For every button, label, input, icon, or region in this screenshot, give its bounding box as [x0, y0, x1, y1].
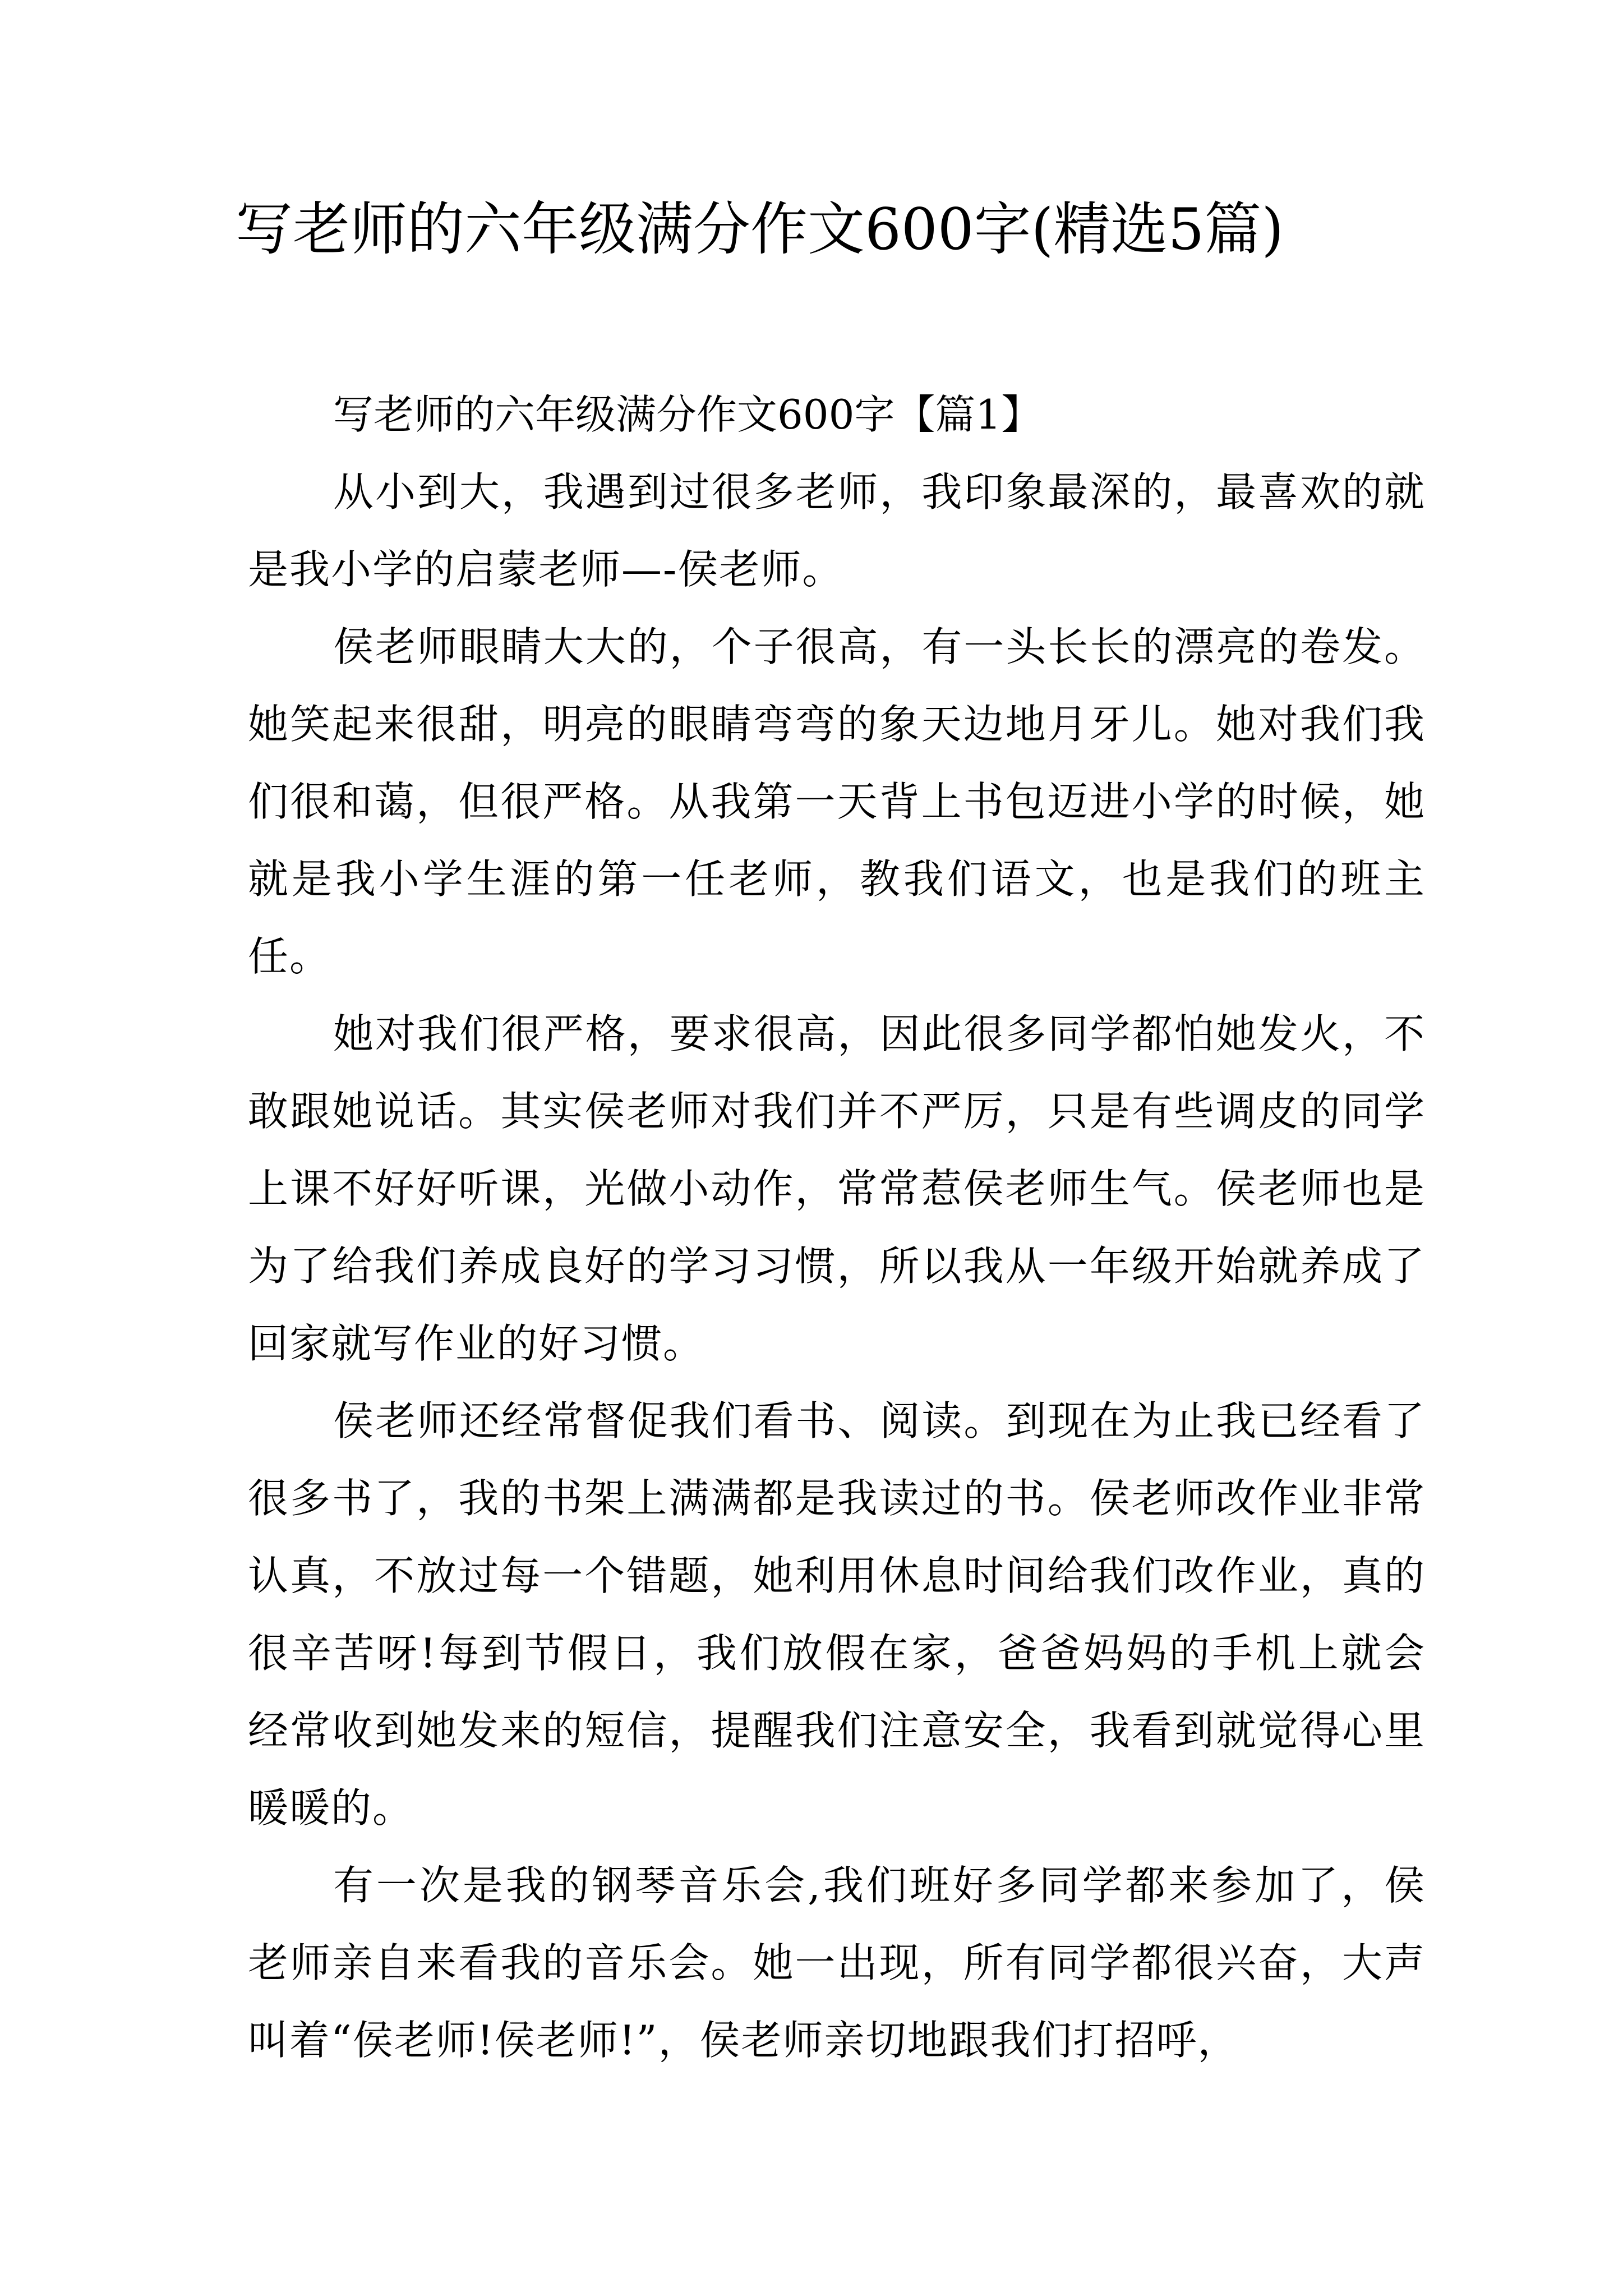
paragraph-1: 从小到大，我遇到过很多老师，我印象最深的，最喜欢的就是我小学的启蒙老师—-侯老师。 [248, 468, 1426, 593]
paragraph-4: 侯老师还经常督促我们看书、阅读。到现在为止我已经看了很多书了，我的书架上满满都是我读过的书。侯老师改作业非常认真，不放过每一个错题，她利用休息时间给我们改作业，真的很辛苦呀!每到节假日，我们放假在家，爸爸妈妈的手机上就会经常收到她发来的短信，提醒我们注意安全，我看到就觉得心里暖暖的。 [248, 1397, 1426, 1832]
document-body [248, 376, 1426, 2079]
section-heading: 写老师的六年级满分作文600字【篇1】 [333, 391, 1042, 438]
paragraph-2: 侯老师眼睛大大的，个子很高，有一头长长的漂亮的卷发。她笑起来很甜，明亮的眼睛弯弯的象天边地月牙儿。她对我们我们很和蔼，但很严格。从我第一天背上书包迈进小学的时候，她就是我小学生涯的第一任老师，教我们语文，也是我们的班主任。 [248, 623, 1426, 980]
paragraph-3: 她对我们很严格，要求很高，因此很多同学都怕她发火，不敢跟她说话。其实侯老师对我们并不严厉，只是有些调皮的同学上课不好好听课，光做小动作，常常惹侯老师生气。侯老师也是为了给我们养成良好的学习习惯，所以我从一年级开始就养成了回家就写作业的好习惯。 [248, 1010, 1426, 1367]
document-title: 写老师的六年级满分作文600字(精选5篇) [236, 196, 1284, 263]
paragraph-5: 有一次是我的钢琴音乐会,我们班好多同学都来参加了，侯老师亲自来看我的音乐会。她一出现，所有同学都很兴奋，大声叫着“侯老师!侯老师!”，侯老师亲切地跟我们打招呼， [248, 1862, 1426, 2064]
